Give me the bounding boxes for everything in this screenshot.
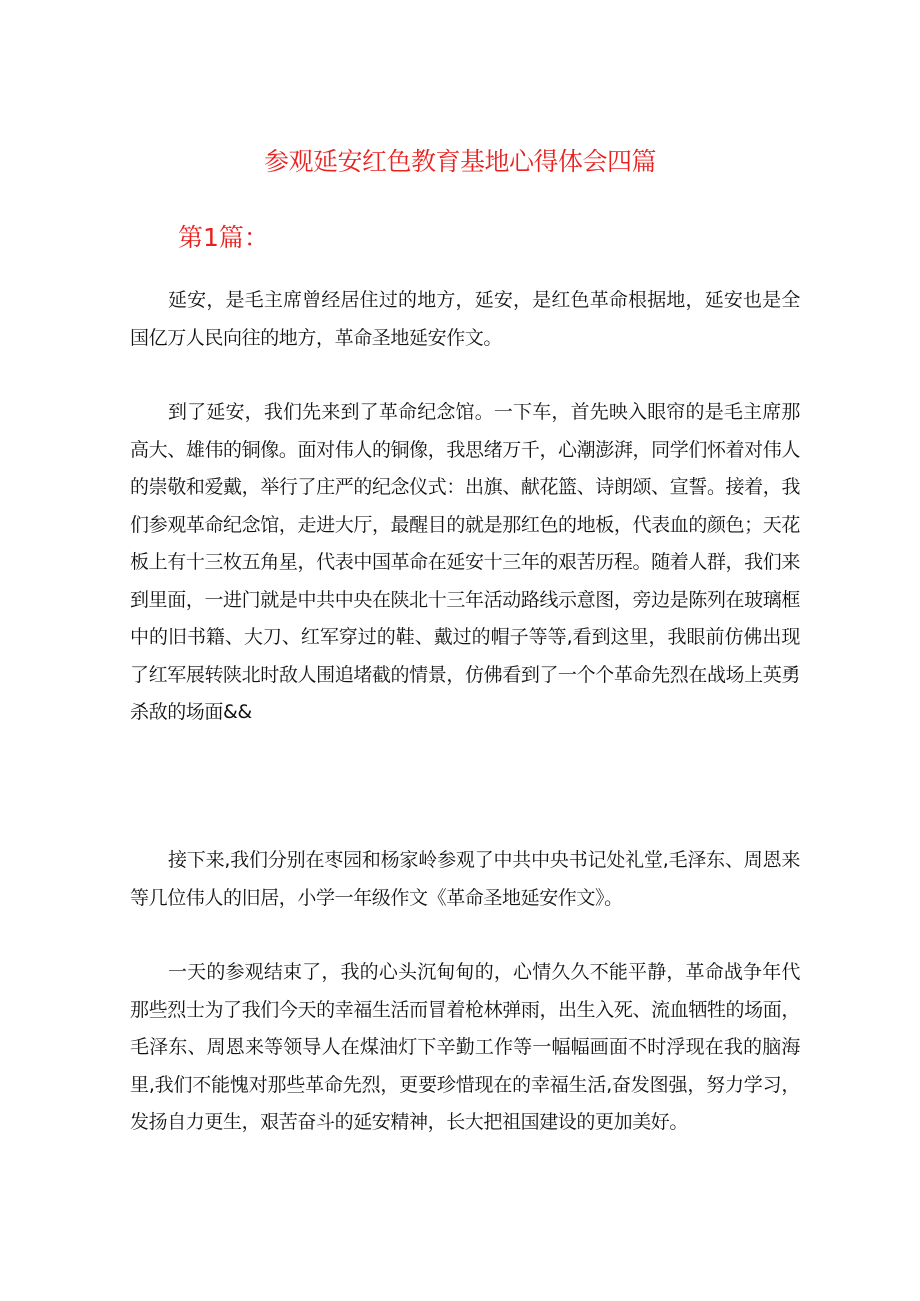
paragraph-2: 到了延安，我们先来到了革命纪念馆。一下车，首先映入眼帘的是毛主席那高大、雄伟的铜像。面对伟人的铜像，我思绪万千，心潮澎湃，同学们怀着对伟人的崇敬和爱戴，举行了庄严的纪念仪式：出旗、献花篮、诗朗颂、宣誓。接着，我们参观革命纪念馆，走进大厅，最醒目的就是那红色的地板，代表血的颜色；天花板上有十三枚五角星，代表中国革命在延安十三年的艰苦历程。随着人群，我们来到里面，一进门就是中共中央在陕北十三年活动路线示意图，旁边是陈列在玻璃框中的旧书籍、大刀、红军穿过的鞋、戴过的帽子等等,看到这里，我眼前仿佛出现了红军展转陕北时敌人围追堵截的情景，仿佛看到了一个个革命先烈在战场上英勇杀敌的场面&&	[130, 401, 800, 723]
document-title: 参观延安红色教育基地心得体会四篇	[263, 147, 656, 176]
paragraph-4: 一天的参观结束了，我的心头沉甸甸的，心情久久不能平静，革命战争年代那些烈士为了我们今天的幸福生活而冒着枪林弹雨，出生入死、流血牺牲的场面，毛泽东、周恩来等领导人在煤油灯下辛勤工作等一幅幅画面不时浮现在我的脑海里,我们不能愧对那些革命先烈，更要珍惜现在的幸福生活,奋发图强，努力学习，发扬自力更生，艰苦奋斗的延安精神，长大把祖国建设的更加美好。	[130, 961, 800, 1133]
paragraph-3: 接下来,我们分别在枣园和杨家岭参观了中共中央书记处礼堂,毛泽东、周恩来等几位伟人的旧居，小学一年级作文《革命圣地延安作文》。	[130, 849, 800, 909]
paragraph-1: 延安，是毛主席曾经居住过的地方，延安，是红色革命根据地，延安也是全国亿万人民向往的地方，革命圣地延安作文。	[130, 289, 800, 349]
section-heading: 第1篇：	[178, 223, 269, 252]
